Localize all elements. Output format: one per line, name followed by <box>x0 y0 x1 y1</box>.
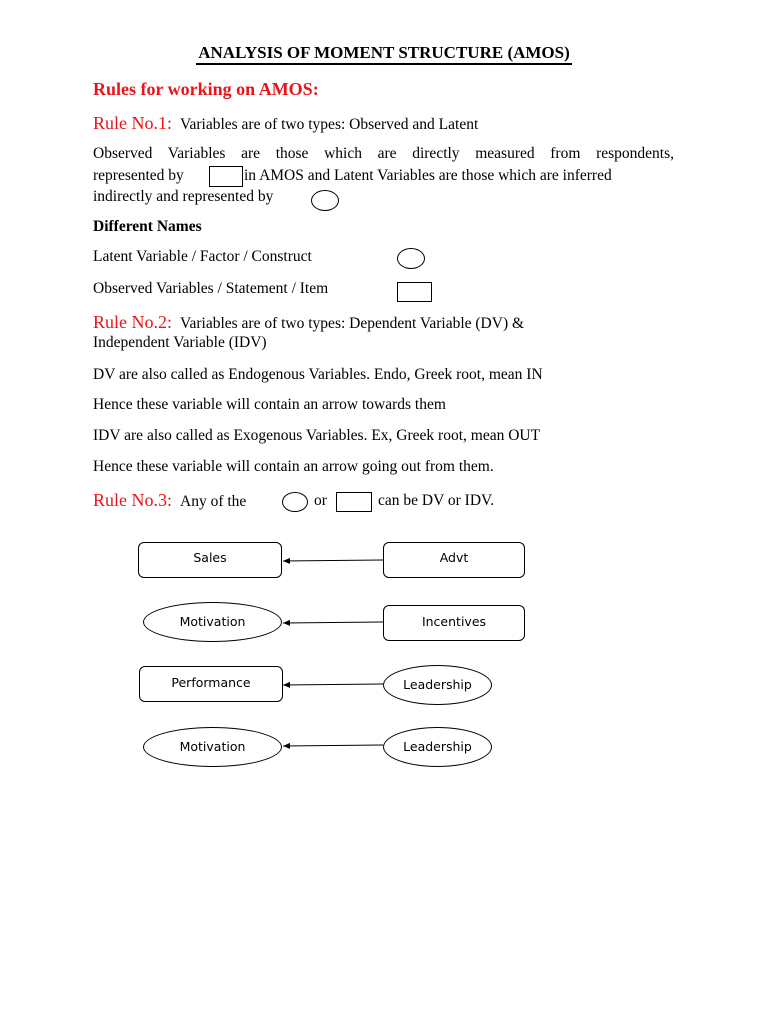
rule2-text-line2: Independent Variable (IDV) <box>93 334 267 351</box>
rule1-para-line1: Observed Variables are those which are directly measured from respondents, <box>93 145 674 162</box>
rule3-text-or: or <box>314 492 327 509</box>
rule2-text-line1: Variables are of two types: Dependent Variable (DV) & <box>180 315 525 332</box>
rule2-label: Rule No.2: <box>93 312 172 332</box>
rule1-para-line3: indirectly and represented by <box>93 188 274 205</box>
node-incentives: Incentives <box>383 605 525 641</box>
rules-heading: Rules for working on AMOS: <box>93 79 319 99</box>
rule3-text-a: Any of the <box>180 493 247 510</box>
rule1-para-line2a: represented by <box>93 167 184 184</box>
rule3-label: Rule No.3: <box>93 490 172 510</box>
rule2-dv-arrow: Hence these variable will contain an arrow towards them <box>93 396 446 413</box>
latent-names: Latent Variable / Factor / Construct <box>93 248 312 265</box>
rule3-text-b: can be DV or IDV. <box>378 492 495 509</box>
node-performance: Performance <box>139 666 283 702</box>
rule1-label: Rule No.1: <box>93 113 172 133</box>
node-motivation: Motivation <box>143 727 282 767</box>
node-leadership: Leadership <box>383 665 492 705</box>
rule1-text: Variables are of two types: Observed and Latent <box>180 116 479 133</box>
different-names-heading: Different Names <box>93 218 202 235</box>
arrow-leadership-performance <box>283 684 383 685</box>
observed-names: Observed Variables / Statement / Item <box>93 280 329 297</box>
node-leadership: Leadership <box>383 727 492 767</box>
rule2-dv: DV are also called as Endogenous Variables. Endo, Greek root, mean IN <box>93 366 543 383</box>
node-motivation: Motivation <box>143 602 282 642</box>
node-sales: Sales <box>138 542 282 578</box>
title-text: ANALYSIS OF MOMENT STRUCTURE (AMOS) <box>196 43 572 65</box>
arrow-advt-sales <box>283 560 383 561</box>
arrow-leadership-motivation <box>283 745 383 746</box>
rule2-idv-arrow: Hence these variable will contain an arrow going out from them. <box>93 458 494 475</box>
rule2-idv: IDV are also called as Exogenous Variables. Ex, Greek root, mean OUT <box>93 427 541 444</box>
arrow-incentives-motivation <box>283 622 383 623</box>
rule1-para-line2b: in AMOS and Latent Variables are those which are inferred <box>244 167 612 184</box>
node-advt: Advt <box>383 542 525 578</box>
